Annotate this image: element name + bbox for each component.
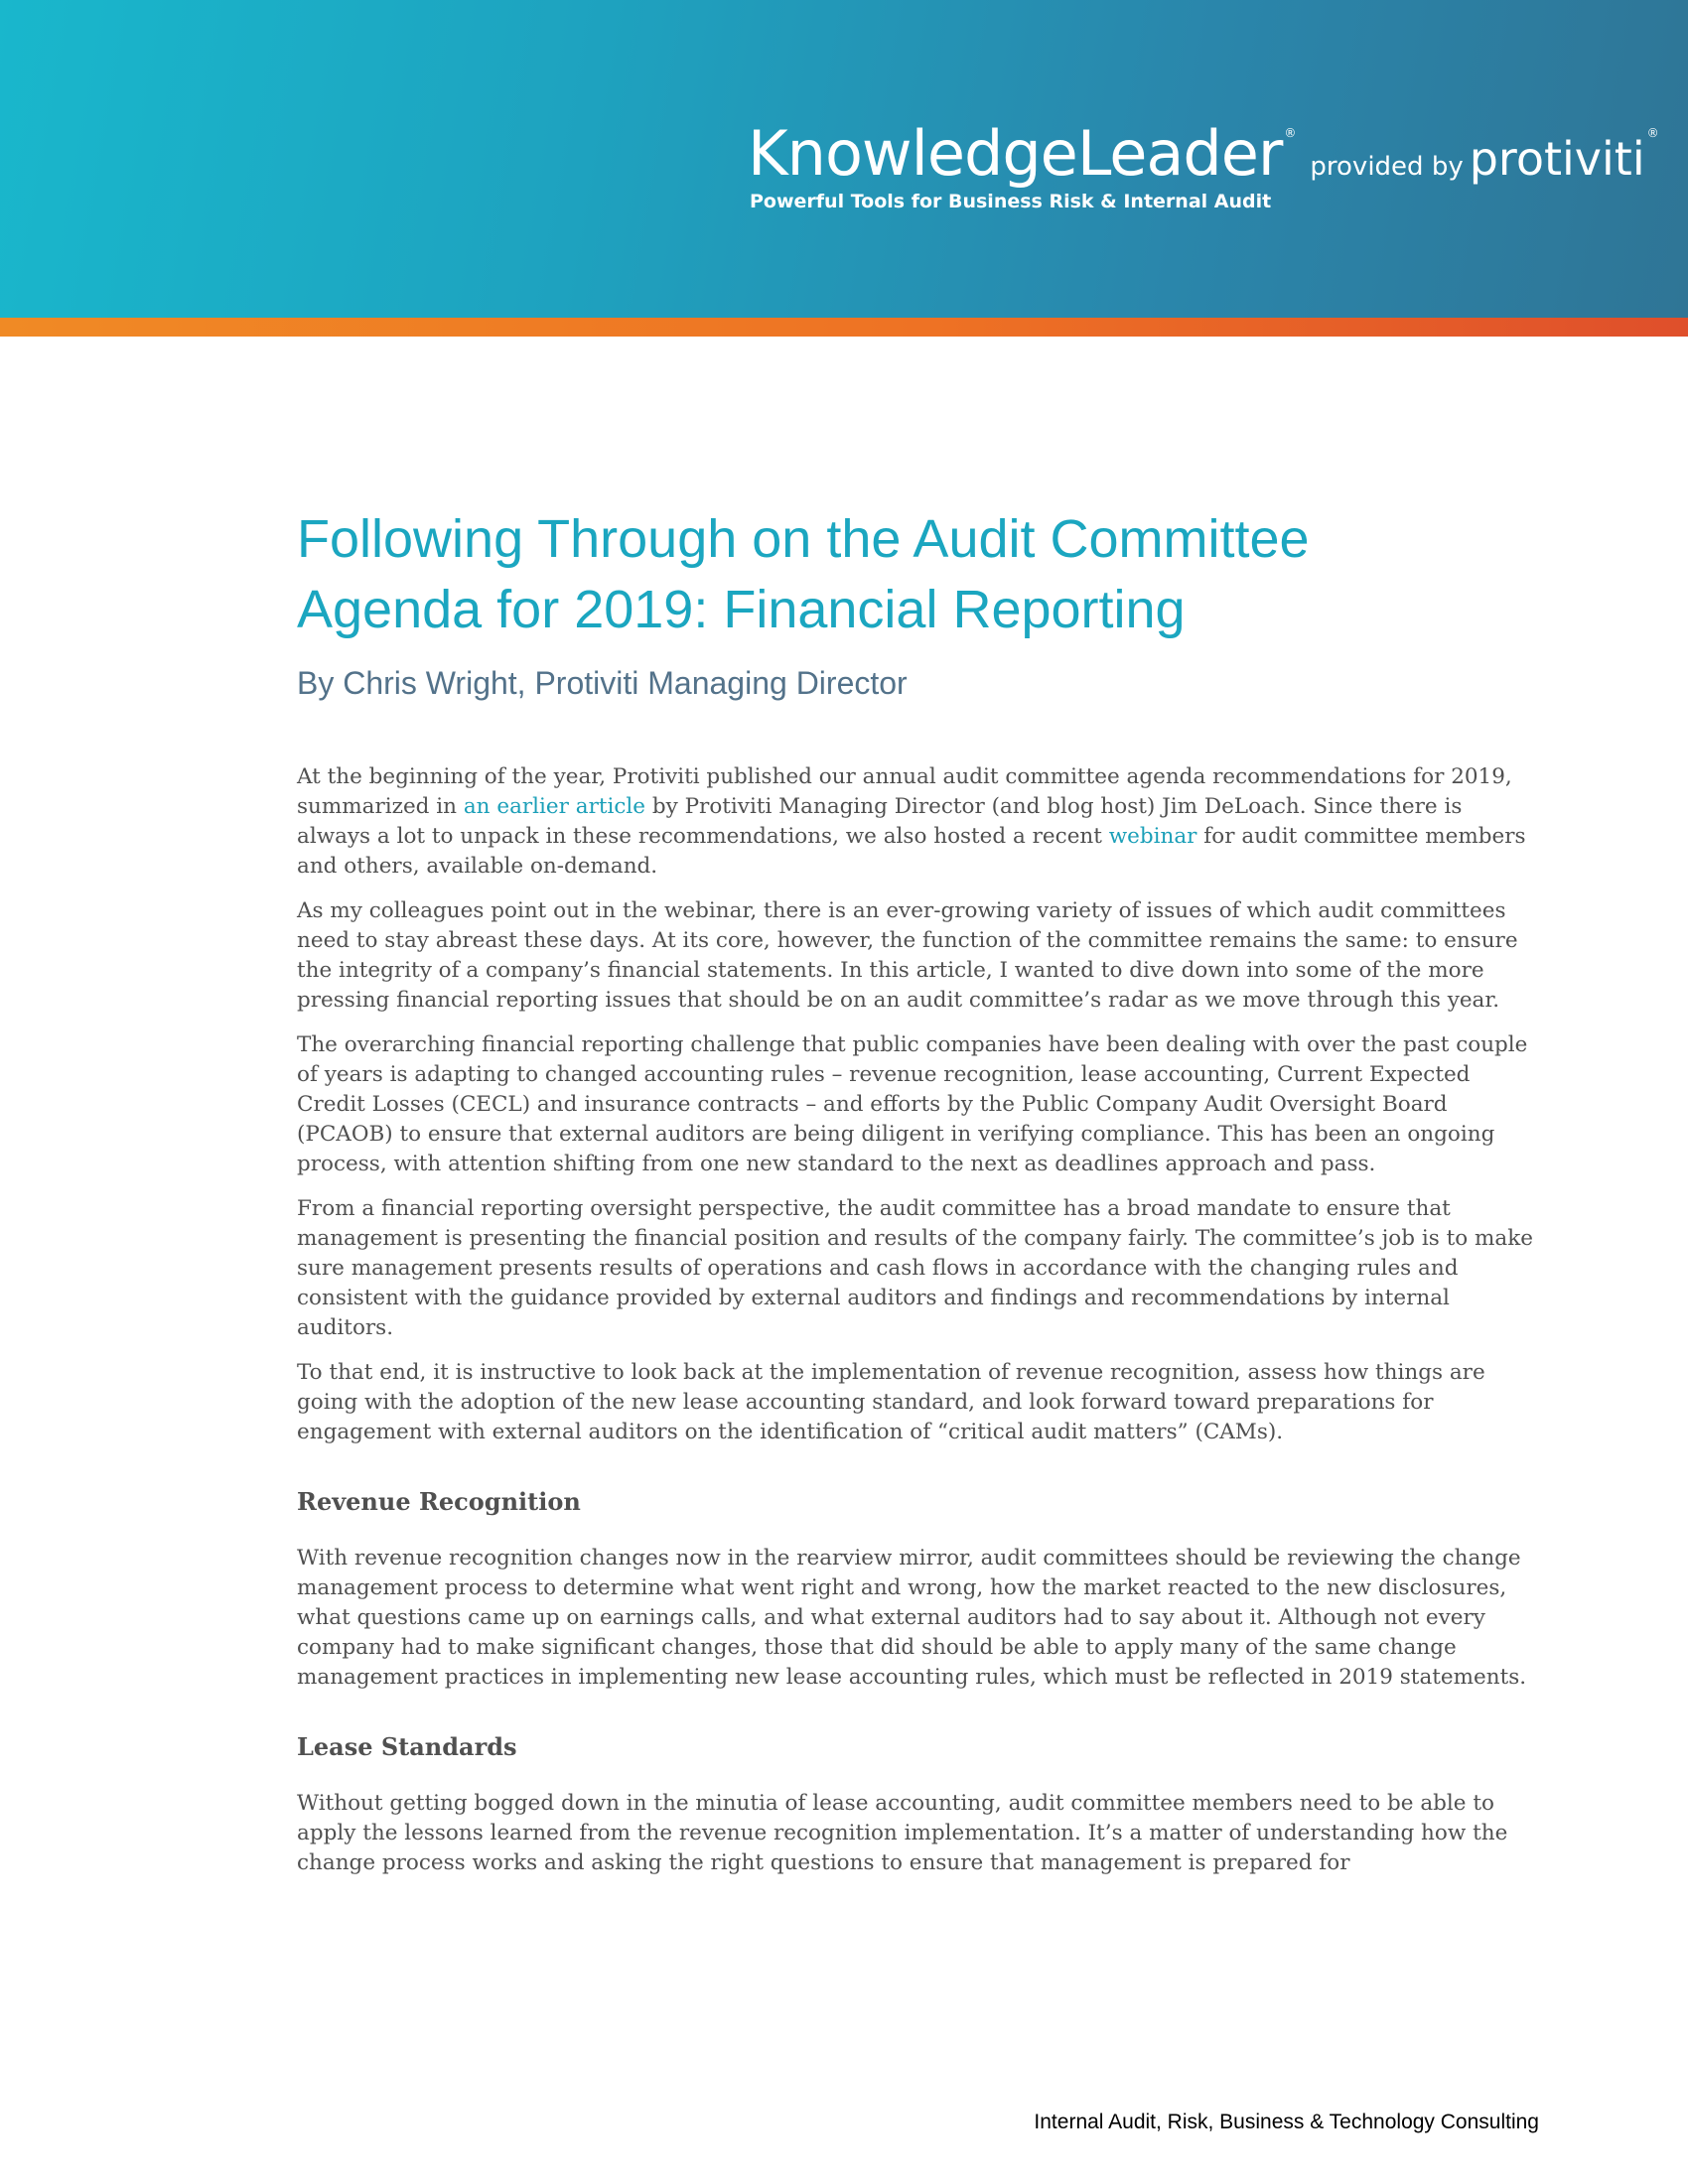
paragraph-6: With revenue recognition changes now in the rearview mirror, audit committees should be reviewing the change management process to determine what went right and wrong, how the market reacted to the new disclosures, what questions came up on earnings calls, and what external auditors had to say about it. Although not every company had to make significant changes, those that did should be able to apply many of the same change management practices in implementing new lease accounting rules, which must be reflected in 2019 statements. [297, 1546, 1527, 1690]
paragraph-3: The overarching financial reporting challenge that public companies have been dealing with over the past couple of years is adapting to changed accounting rules – revenue recognition, lease accounting, Current Expected Credit Losses (CECL) and insurance contracts – and efforts by the Public Company Audit Oversight Board (PCAOB) to ensure that external auditors are being diligent in verifying compliance. This has been an ongoing process, with attention shifting from one new standard to the next as deadlines approach and pass. [297, 1032, 1528, 1176]
brand-logo [748, 117, 1659, 190]
provided-by-text: provided by [1310, 152, 1464, 182]
accent-stripe [0, 318, 1688, 337]
heading-revenue-recognition: Revenue Recognition [297, 1487, 581, 1516]
paragraph-text: At the beginning of the year, Protiviti published our annual audit committee agenda recommendations for 2019, summarized in [297, 764, 1512, 819]
paragraph-2: As my colleagues point out in the webinar, there is an ever-growing variety of issues of which audit committees need to stay abreast these days. At its core, however, the function of the committee remains the same: to ensure the integrity of a company’s financial statements. In this article, I wanted to dive down into some of the more pressing financial reporting issues that should be on an audit committee’s radar as we move through this year. [297, 898, 1518, 1013]
article-title [297, 504, 1540, 645]
webinar-link[interactable]: webinar [1108, 824, 1197, 849]
paragraph-text: for audit committee members and others, available on-demand. [297, 824, 1526, 879]
partner-name: protiviti [1469, 132, 1645, 186]
article-body [297, 762, 1540, 1878]
heading-lease-standards: Lease Standards [297, 1732, 517, 1761]
brand-name: KnowledgeLeader [748, 117, 1283, 190]
paragraph-7: Without getting bogged down in the minutia of lease accounting, audit committee members need to be able to apply the lessons learned from the revenue recognition implementation. It’s a matter of understanding how the change process works and asking the right questions to ensure that management is prepared for [297, 1791, 1508, 1875]
brand-tagline: Powerful Tools for Business Risk & Internal Audit [750, 191, 1272, 212]
paragraph-4: From a financial reporting oversight perspective, the audit committee has a broad mandate to ensure that management is presenting the financial position and results of the company fairly. The committee’s job is to make sure management presents results of operations and cash flows in accordance with the changing rules and consistent with the guidance provided by external auditors and findings and recommendations by internal auditors. [297, 1196, 1533, 1340]
registered-mark: ® [1284, 126, 1297, 140]
title-line-2: Agenda for 2019: Financial Reporting [297, 580, 1186, 639]
article [297, 504, 1540, 1893]
byline: By Chris Wright, Protiviti Managing Director [297, 665, 908, 701]
partner-registered-mark: ® [1646, 126, 1659, 140]
paragraph-text: by Protiviti Managing Director (and blog host) Jim DeLoach. Since there is always a lot to unpack in these recommendations, we also hosted a recent [297, 794, 1463, 849]
page-footer: Internal Audit, Risk, Business & Technology Consulting [1034, 2111, 1539, 2133]
earlier-article-link[interactable]: an earlier article [463, 794, 646, 819]
paragraph-intro [297, 762, 1540, 882]
title-line-1: Following Through on the Audit Committee [297, 509, 1310, 569]
paragraph-5: To that end, it is instructive to look back at the implementation of revenue recognition, assess how things are going with the adoption of the new lease accounting standard, and look forward toward preparations for engagement with external auditors on the identification of “critical audit matters” (CAMs). [297, 1360, 1485, 1444]
